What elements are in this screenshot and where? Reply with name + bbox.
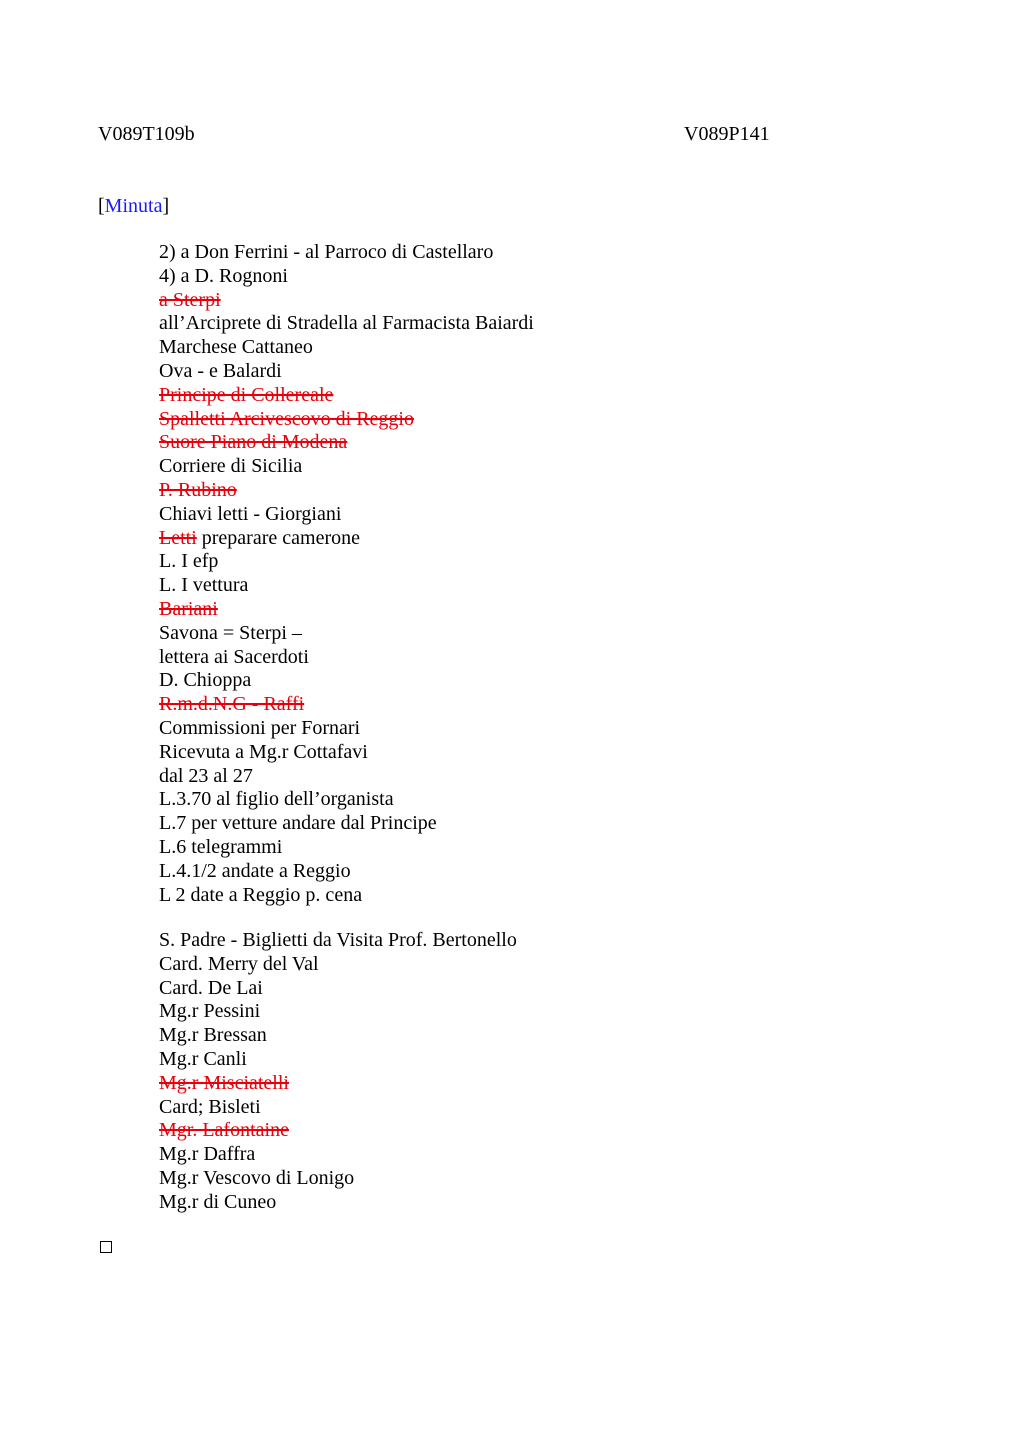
note-line: lettera ai Sacerdoti [159,645,309,668]
note-line-deleted: Suore Piano di Modena [159,431,348,454]
note-line: D. Chioppa [159,669,252,692]
note-line: Marchese Cattaneo [159,336,313,359]
note-line: Card; Bisleti [159,1095,261,1118]
note-line-deleted: Mgr. Lafontaine [159,1119,289,1142]
notes-list-2 [159,929,517,1215]
note-line-deleted: a Sterpi [159,288,221,311]
note-line: dal 23 al 27 [159,764,253,787]
note-line: 2) a Don Ferrini - al Parroco di Castellaro [159,241,494,263]
note-line: Ova - e Balardi [159,359,282,382]
note-line: Corriere di Sicilia [159,455,303,478]
note-line: Card. De Lai [159,976,263,999]
checkbox-square-icon [100,1241,112,1253]
note-line: Card. Merry del Val [159,952,319,975]
note-line: L 2 date a Reggio p. cena [159,883,363,906]
bracket-close: ] [162,195,170,217]
note-line: Chiavi letti - Giorgiani [159,502,342,525]
bracket-open: [ [98,195,105,217]
minuta-tag [98,194,169,218]
note-line: L.4.1/2 andate a Reggio [159,859,351,882]
note-line: Mg.r Vescovo di Lonigo [159,1166,355,1189]
note-line: Mg.r Pessini [159,1000,261,1023]
note-line: L. I efp [159,550,219,573]
note-line: 4) a D. Rognoni [159,264,288,287]
note-line: Mg.r Canli [159,1047,247,1070]
note-line: Savona = Sterpi – [159,621,302,644]
document-code-left: V089T109b [98,123,195,145]
note-line: Mg.r di Cuneo [159,1190,277,1213]
note-line: all’Arciprete di Stradella al Farmacista Baiardi [159,312,534,335]
note-line-deleted: R.m.d.N.G - Raffi [159,693,305,716]
note-line: S. Padre - Biglietti da Visita Prof. Bertonello [159,929,517,951]
note-line-deleted: Spalletti Arcivescovo di Reggio [159,407,414,430]
note-line: L.3.70 al figlio dell’organista [159,788,394,811]
note-line: Commissioni per Fornari [159,716,361,739]
deleted-word: Letti [159,526,197,549]
note-line-deleted: P. Rubino [159,478,237,501]
minuta-link[interactable]: Minuta [104,195,163,217]
note-line: L.6 telegrammi [159,835,283,858]
notes-list-1 [159,241,534,907]
note-line: Mg.r Daffra [159,1143,256,1166]
note-line-deleted: Principe di Collereale [159,383,334,406]
note-line: Mg.r Bressan [159,1024,267,1047]
document-code-right: V089P141 [684,123,770,145]
note-line-deleted: Mg.r Misciatelli [159,1071,289,1094]
note-line: L. I vettura [159,574,249,597]
note-line: Ricevuta a Mg.r Cottafavi [159,740,368,763]
note-line-deleted: Bariani [159,597,218,620]
note-line-partial-deleted: Letti preparare camerone [159,526,360,549]
note-line: L.7 per vetture andare dal Principe [159,812,437,835]
